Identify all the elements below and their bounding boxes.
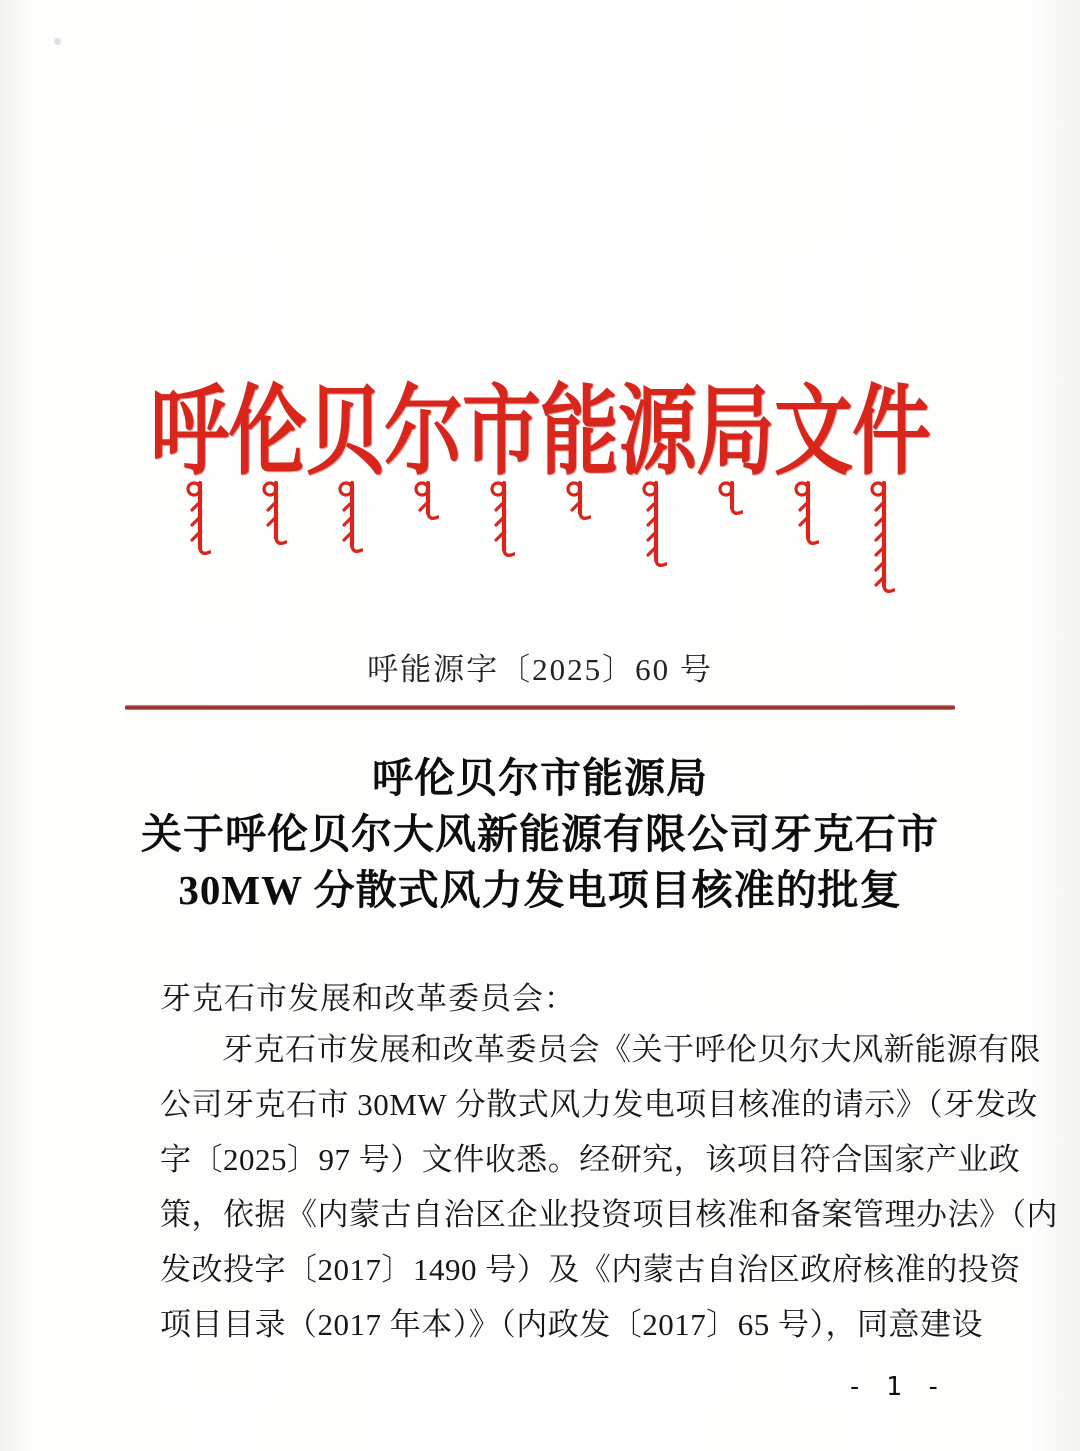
doc-number: 呼能源字〔2025〕60 号 bbox=[367, 652, 713, 687]
scan-artifact bbox=[54, 38, 61, 45]
mongolian-word-glyph bbox=[185, 476, 211, 560]
paragraph-line: 牙克石市发展和改革委员会《关于呼伦贝尔大风新能源有限 bbox=[222, 1032, 1041, 1067]
mongolian-word-glyph bbox=[869, 476, 895, 598]
paragraph-line: 项目目录（2017 年本）》（内政发〔2017〕65 号），同意建设 bbox=[160, 1307, 983, 1342]
document-title bbox=[0, 750, 1080, 918]
paragraph-line: 发改投字〔2017〕1490 号）及《内蒙古自治区政府核准的投资 bbox=[160, 1252, 1021, 1287]
mongolian-word-glyph bbox=[261, 476, 287, 550]
paragraph-line: 字〔2025〕97 号）文件收悉。经研究，该项目符合国家产业政 bbox=[160, 1142, 1021, 1177]
salutation: 牙克石市发展和改革委员会： bbox=[160, 981, 576, 1016]
mongolian-script bbox=[0, 476, 1080, 598]
paragraph-line: 策，依据《内蒙古自治区企业投资项目核准和备案管理办法》（内 bbox=[160, 1197, 1058, 1232]
title-line-3: 30MW 分散式风力发电项目核准的批复 bbox=[178, 867, 902, 913]
body-block bbox=[160, 976, 1058, 1352]
paragraph-line: 公司牙克石市 30MW 分散式风力发电项目核准的请示》（牙发改 bbox=[160, 1087, 1038, 1122]
title-line-2: 关于呼伦贝尔大风新能源有限公司牙克石市 bbox=[141, 811, 939, 857]
title-line-1: 呼伦贝尔市能源局 bbox=[372, 755, 708, 801]
red-divider bbox=[125, 705, 955, 710]
mongolian-word-glyph bbox=[565, 476, 591, 525]
page-number: - 1 - bbox=[846, 1372, 945, 1402]
mongolian-word-glyph bbox=[489, 476, 515, 562]
agency-banner-text: 呼伦贝尔市能源局文件 bbox=[150, 379, 930, 488]
agency-banner bbox=[0, 352, 1080, 488]
mongolian-word-glyph bbox=[641, 476, 667, 572]
mongolian-word-glyph bbox=[717, 476, 743, 520]
mongolian-word-glyph bbox=[793, 476, 819, 550]
mongolian-word-glyph bbox=[337, 476, 363, 558]
mongolian-word-glyph bbox=[413, 476, 439, 525]
